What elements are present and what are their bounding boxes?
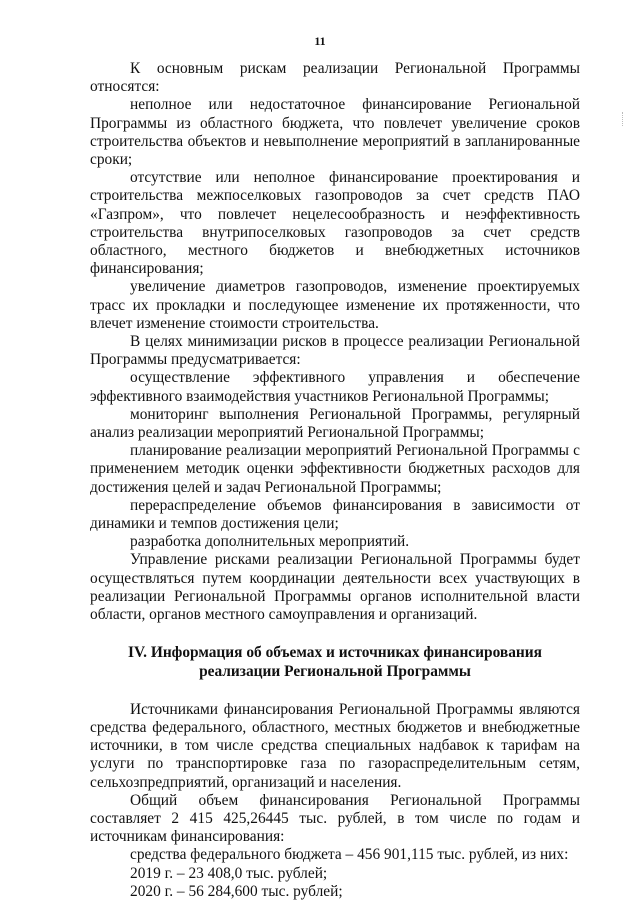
paragraph: разработка дополнительных мероприятий.: [130, 533, 410, 551]
document-body: [90, 60, 580, 901]
paragraph: Источниками финансирования Региональной Программы являются средства федерального, областного, местных бюджетов и внебюджетные источники, в том числе средства специальных надбавок к тарифам на услуги по транспортировке газа по газораспределительным сетям, сельхозпредприятий, организаций и населения.: [90, 700, 580, 791]
section-heading: [90, 644, 580, 680]
paragraph: Общий объем финансирования Региональной Программы составляет 2 415 425,26445 тыс. рублей, в том числе по годам и источникам финансирования:: [90, 791, 580, 846]
paragraph: отсутствие или неполное финансирование проектирования и строительства межпоселковых газопроводов за счет средств ПАО «Газпром», что повлечет нецелесообразность и неэффективность строительства внутрипоселковых газопроводов за счет средств областного, местного бюджетов и внебюджетных источников финансирования;: [90, 169, 580, 278]
paragraph: Управление рисками реализации Региональной Программы будет осуществляться путем координации деятельности всех участвующих в реализации Региональной Программы органов исполнительной власти области, органов местного самоуправления и организаций.: [90, 551, 580, 624]
paragraph: увеличение диаметров газопроводов, изменение проектируемых трасс их прокладки и последующее изменение их протяженности, что влечет изменение стоимости строительства.: [90, 278, 580, 332]
paragraph: перераспределение объемов финансирования в зависимости от динамики и темпов достижения цели;: [90, 496, 580, 533]
paragraph: К основным рискам реализации Региональной Программы относятся:: [90, 60, 580, 96]
paragraph: 2020 г. – 56 284,600 тыс. рублей;: [130, 882, 343, 900]
section-heading-line: IV. Информация об объемах и источниках финансирования: [128, 644, 542, 662]
paragraph: мониторинг выполнения Региональной Программы, регулярный анализ реализации мероприятий Региональной Программы;: [90, 405, 580, 442]
section-heading-line: реализации Региональной Программы: [199, 662, 471, 680]
page-number: 11: [314, 34, 326, 48]
paragraph: средства федерального бюджета – 456 901,115 тыс. рублей, из них:: [130, 846, 569, 864]
paragraph: осуществление эффективного управления и обеспечение эффективного взаимодействия участников Региональной Программы;: [90, 369, 580, 405]
paragraph: 2019 г. – 23 408,0 тыс. рублей;: [130, 864, 328, 882]
scan-margin-mark: [622, 112, 626, 126]
paragraph: неполное или недостаточное финансирование Региональной Программы из областного бюджета, что повлечет увеличение сроков строительства объектов и невыполнение мероприятий в запланированные сроки;: [90, 96, 580, 169]
paragraph: В целях минимизации рисков в процессе реализации Региональной Программы предусматривается:: [90, 333, 580, 369]
paragraph: планирование реализации мероприятий Региональной Программы с применением методик оценки эффективности бюджетных расходов для достижения целей и задач Региональной Программы;: [90, 442, 580, 496]
